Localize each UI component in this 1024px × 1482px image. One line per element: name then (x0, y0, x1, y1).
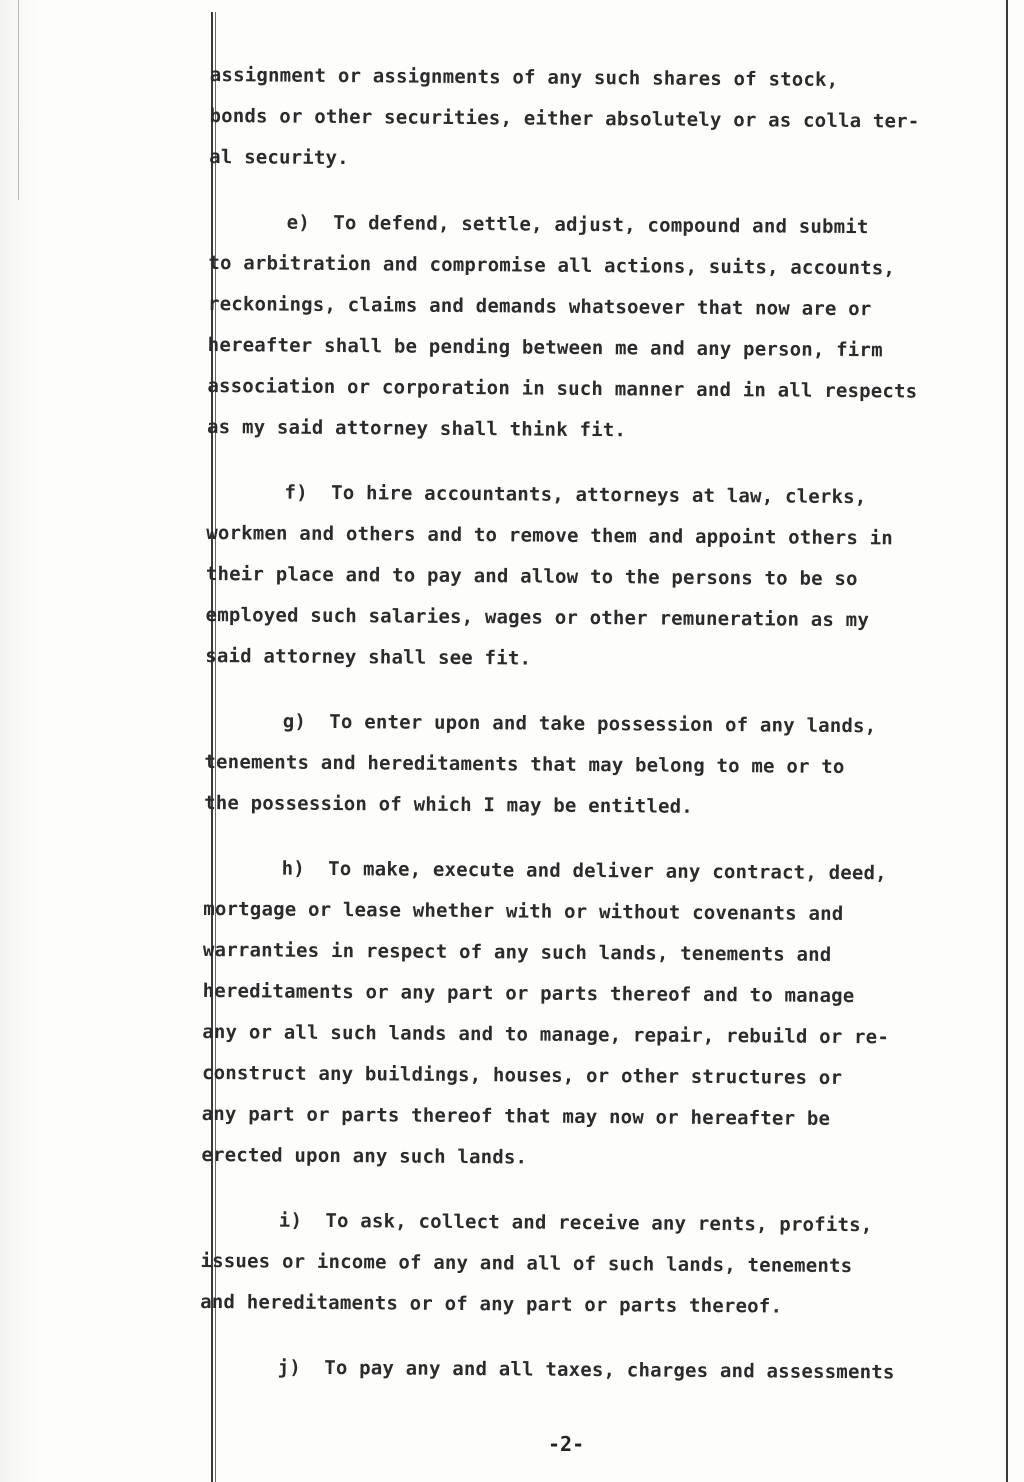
text-line: warranties in respect of any such lands, tenements and (202, 938, 832, 966)
text-line: association or corporation in such manner and in all respects (207, 374, 918, 403)
page-number: -2- (548, 1432, 585, 1456)
text-line: al security. (209, 145, 349, 170)
text-line: to arbitration and compromise all actions, suits, accounts, (208, 251, 896, 280)
text-line: bonds or other securities, either absolutely or as colla ter- (209, 104, 920, 133)
text-line: hereditaments or any part or parts thereof and to manage (202, 979, 855, 1008)
paragraph-lead-line: e) To defend, settle, adjust, compound and submit (286, 211, 869, 239)
text-line: workmen and others and to remove them and appoint others in (206, 521, 894, 550)
paragraph-f (205, 472, 997, 683)
text-line: any or all such lands and to manage, repair, rebuild or re- (202, 1020, 890, 1049)
text-line: construct any buildings, houses, or other structures or (201, 1061, 843, 1089)
body-text (199, 55, 1000, 1418)
text-line: hereafter shall be pending between me and any person, firm (207, 333, 883, 362)
text-line: their place and to pay and allow to the persons to be so (205, 562, 858, 591)
text-line: said attorney shall see fit. (205, 644, 532, 670)
paragraph-lead-line: j) To pay any and all taxes, charges and assessments (277, 1356, 895, 1384)
text-line: mortgage or lease whether with or without covenants and (203, 897, 844, 926)
paragraph-j (200, 1347, 990, 1394)
text-line: and hereditaments or of any part or parts thereof. (200, 1290, 783, 1318)
paragraph-h (201, 848, 994, 1182)
paragraph-lead-line: f) To hire accountants, attorneys at law, clerks, (284, 481, 867, 509)
paragraph-lead-line: i) To ask, collect and receive any rents, profits, (278, 1209, 873, 1237)
text-line: any part or parts thereof that may now or hereafter be (201, 1102, 831, 1130)
paragraph-lead-line: g) To enter upon and take possession of any lands, (282, 710, 877, 738)
text-line: assignment or assignments of any such shares of stock, (209, 63, 839, 91)
right-margin-rule (1006, 0, 1008, 1482)
paragraph-i (200, 1200, 991, 1329)
text-line: erected upon any such lands. (201, 1143, 528, 1169)
text-line: the possession of which I may be entitled. (204, 791, 694, 818)
paragraph-lead-line: h) To make, execute and deliver any contract, deed, (281, 857, 887, 885)
paragraph-e (207, 202, 999, 454)
scan-edge-shadow (0, 0, 40, 1482)
text-line: reckonings, claims and demands whatsoever that now are or (207, 292, 872, 321)
margin-line-far-left (18, 0, 19, 200)
text-line: employed such salaries, wages or other remuneration as my (205, 603, 870, 632)
text-line: as my said attorney shall think fit. (206, 415, 627, 442)
text-line: tenements and hereditaments that may belong to me or to (204, 750, 845, 779)
paragraph-continuation (209, 55, 1000, 184)
paragraph-g (204, 701, 995, 830)
text-line: issues or income of any and all of such lands, tenements (200, 1249, 853, 1278)
